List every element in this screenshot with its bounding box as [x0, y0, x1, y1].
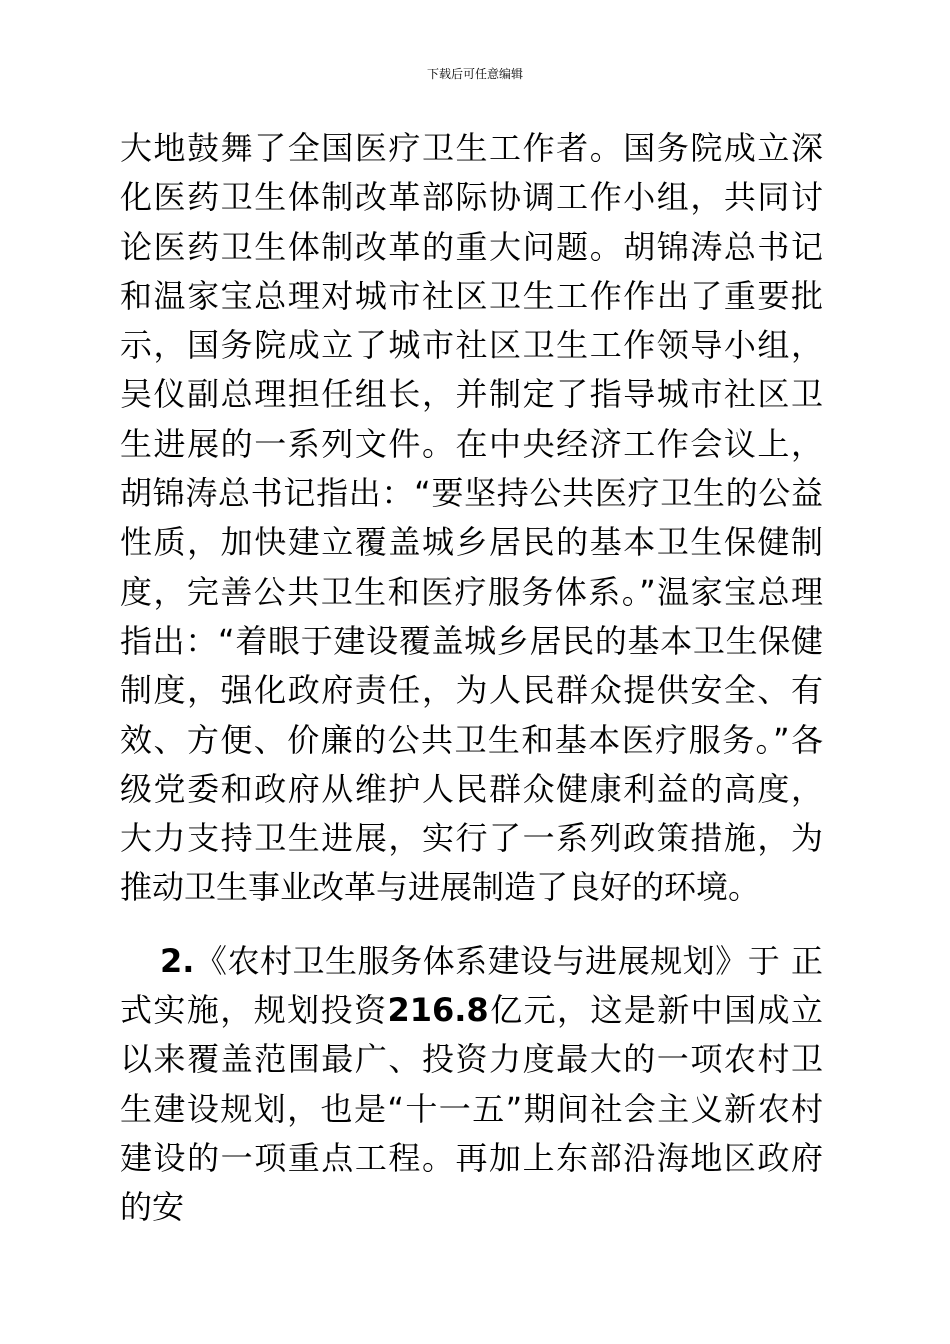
document-body	[120, 124, 823, 1233]
paragraph-2-number: 2.	[160, 941, 195, 980]
page-header: 下载后可任意编辑	[426, 67, 523, 81]
paragraph-2-text-b: 亿元，这是新中国成立以来覆盖范围最广、投资力度最大的一项农村卫生建设规划，也是“十一五”期间社会主义新农村建设的一项重点工程。再加上东部沿海地区政府的安	[120, 991, 823, 1227]
paragraph-1: 大地鼓舞了全国医疗卫生工作者。国务院成立深化医药卫生体制改革部际协调工作小组，共同讨论医药卫生体制改革的重大问题。胡锦涛总书记和温家宝总理对城市社区卫生工作作出了重要批示，国务院成立了城市社区卫生工作领导小组，吴仪副总理担任组长，并制定了指导城市社区卫生进展的一系列文件。在中央经济工作会议上，胡锦涛总书记指出：“要坚持公共医疗卫生的公益性质，加快建立覆盖城乡居民的基本卫生保健制度，完善公共卫生和医疗服务体系。”温家宝总理指出：“着眼于建设覆盖城乡居民的基本卫生保健制度，强化政府责任，为人民群众提供安全、有效、方便、价廉的公共卫生和基本医疗服务。”各级党委和政府从维护人民群众健康利益的高度，大力支持卫生进展，实行了一系列政策措施，为推动卫生事业改革与进展制造了良好的环境。	[120, 129, 823, 907]
paragraph-2-text-a: 《农村卫生服务体系建设与进展规划》于 正式实施，规划投资	[120, 941, 823, 1030]
investment-amount: 216.8	[387, 991, 489, 1030]
paragraph-2	[120, 937, 823, 1233]
